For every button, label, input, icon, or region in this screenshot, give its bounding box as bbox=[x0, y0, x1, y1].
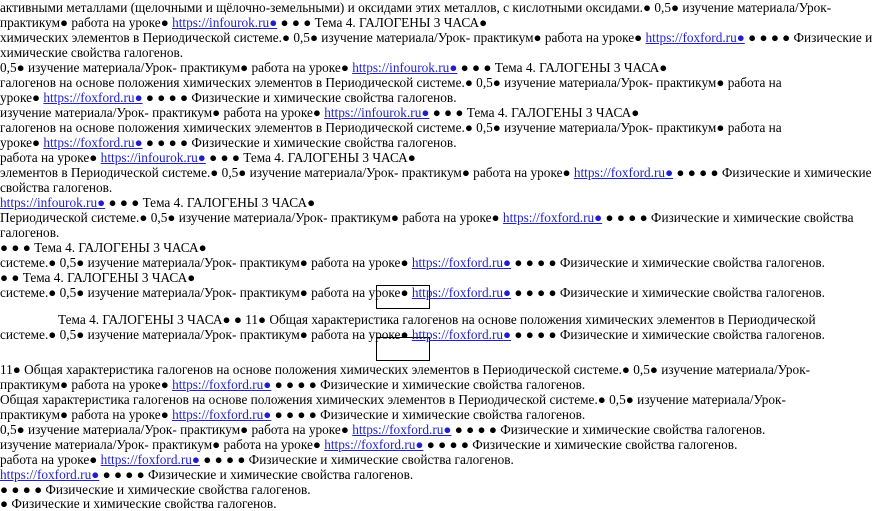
text-line: ● ● Тема 4. ГАЛОГЕНЫ 3 ЧАСА● bbox=[0, 270, 196, 285]
text-line: свойства галогенов. bbox=[0, 180, 113, 195]
url-link[interactable]: https://foxford.ru● bbox=[100, 452, 200, 467]
text-line: галогенов на основе положения химических элементов в Периодической системе.● 0,5● изучение материала/Урок- практикум● работа на bbox=[0, 120, 782, 135]
text-line: уроке● https://foxford.ru● ● ● ● ● Физические и химические свойства галогенов. bbox=[0, 135, 457, 150]
url-link[interactable]: https://foxford.ru● bbox=[411, 327, 512, 342]
text-line: практикум● работа на уроке● https://foxford.ru● ● ● ● ● Физические и химические свойства галогенов. bbox=[0, 377, 586, 392]
url-link[interactable]: https://infourok.ru● bbox=[172, 15, 278, 30]
text-line: практикум● работа на уроке● https://foxford.ru● ● ● ● ● Физические и химические свойства галогенов. bbox=[0, 407, 586, 422]
text-line: ● ● ● Тема 4. ГАЛОГЕНЫ 3 ЧАСА● bbox=[0, 240, 207, 255]
text-line: https://infourok.ru● ● ● ● Тема 4. ГАЛОГЕНЫ 3 ЧАСА● bbox=[0, 195, 316, 210]
text-line: Периодической системе.● 0,5● изучение материала/Урок- практикум● работа на уроке● https://foxford.ru● ● ● ● ● Физические и химические свойства bbox=[0, 210, 854, 225]
url-link[interactable]: https://foxford.ru● bbox=[43, 135, 143, 150]
text-line: 0,5● изучение материала/Урок- практикум● работа на уроке● https://foxford.ru● ● ● ● ● Физические и химические свойства галогенов. bbox=[0, 422, 766, 437]
text-line: 11● Общая характеристика галогенов на основе положения химических элементов в Периодической системе.● 0,5● изучение материала/Урок- bbox=[0, 362, 811, 377]
text-line: ● ● ● ● Физические и химические свойства галогенов. bbox=[0, 482, 311, 497]
text-line: Тема 4. ГАЛОГЕНЫ 3 ЧАСА● ● 11● Общая характеристика галогенов на основе положения химических элементов в Периодической bbox=[58, 312, 816, 327]
text-line: галогенов на основе положения химических элементов в Периодической системе.● 0,5● изучение материала/Урок- практикум● работа на bbox=[0, 75, 782, 90]
url-link[interactable]: https://infourok.ru● bbox=[0, 195, 106, 210]
text-line: 0,5● изучение материала/Урок- практикум● работа на уроке● https://infourok.ru● ● ● ● Тема 4. ГАЛОГЕНЫ 3 ЧАСА● bbox=[0, 60, 668, 75]
url-link[interactable]: https://foxford.ru● bbox=[43, 90, 143, 105]
text-line: химические свойства галогенов. bbox=[0, 45, 184, 60]
text-line: ● Физические и химические свойства галогенов. bbox=[0, 496, 277, 511]
text-line: системе.● 0,5● изучение материала/Урок- практикум● работа на уроке● https://foxford.ru● ● ● ● ● Физические и химические свойства галогенов. bbox=[0, 327, 825, 342]
url-link[interactable]: https://foxford.ru● bbox=[172, 377, 272, 392]
text-line: работа на уроке● https://foxford.ru● ● ● ● ● Физические и химические свойства галогенов. bbox=[0, 452, 514, 467]
text-line: уроке● https://foxford.ru● ● ● ● ● Физические и химические свойства галогенов. bbox=[0, 90, 457, 105]
url-link[interactable]: https://foxford.ru● bbox=[411, 285, 512, 300]
url-link[interactable]: https://infourok.ru● bbox=[352, 60, 458, 75]
url-link[interactable]: https://foxford.ru● bbox=[324, 437, 424, 452]
text-line: работа на уроке● https://infourok.ru● ● ● ● Тема 4. ГАЛОГЕНЫ 3 ЧАСА● bbox=[0, 150, 416, 165]
url-link[interactable]: https://foxford.ru● bbox=[172, 407, 272, 422]
url-link[interactable]: https://foxford.ru● bbox=[352, 422, 452, 437]
text-line: https://foxford.ru● ● ● ● ● Физические и химические свойства галогенов. bbox=[0, 467, 414, 482]
text-line: практикум● работа на уроке● https://infourok.ru● ● ● ● Тема 4. ГАЛОГЕНЫ 3 ЧАСА● bbox=[0, 15, 488, 30]
text-line: изучение материала/Урок- практикум● работа на уроке● https://infourok.ru● ● ● ● Тема 4. ГАЛОГЕНЫ 3 ЧАСА● bbox=[0, 105, 640, 120]
url-link[interactable]: https://foxford.ru● bbox=[502, 210, 603, 225]
text-line: изучение материала/Урок- практикум● работа на уроке● https://foxford.ru● ● ● ● ● Физические и химические свойства галогенов. bbox=[0, 437, 738, 452]
text-line: системе.● 0,5● изучение материала/Урок- практикум● работа на уроке● https://foxford.ru● ● ● ● ● Физические и химические свойства галогенов. bbox=[0, 285, 825, 300]
text-line: элементов в Периодической системе.● 0,5● изучение материала/Урок- практикум● работа на уроке● https://foxford.ru● ● ● ● ● Физические и химические bbox=[0, 165, 872, 180]
url-link[interactable]: https://foxford.ru● bbox=[411, 255, 512, 270]
text-line: Общая характеристика галогенов на основе положения химических элементов в Периодической системе.● 0,5● изучение материала/Урок- bbox=[0, 392, 786, 407]
text-line: системе.● 0,5● изучение материала/Урок- практикум● работа на уроке● https://foxford.ru● ● ● ● ● Физические и химические свойства галогенов. bbox=[0, 255, 825, 270]
url-link[interactable]: https://foxford.ru● bbox=[645, 30, 745, 45]
url-link[interactable]: https://foxford.ru● bbox=[0, 467, 100, 482]
text-line: химических элементов в Периодической системе.● 0,5● изучение материала/Урок- практикум● работа на уроке● https://foxford.ru● ● ● ● ● Физические и bbox=[0, 30, 872, 45]
url-link[interactable]: https://foxford.ru● bbox=[573, 165, 674, 180]
url-link[interactable]: https://infourok.ru● bbox=[100, 150, 206, 165]
text-line: галогенов. bbox=[0, 225, 60, 240]
url-link[interactable]: https://infourok.ru● bbox=[324, 105, 430, 120]
text-line: активными металлами (щелочными и щёлочно-земельными) и оксидами этих металлов, с кислотными оксидами.● 0,5● изучение материала/Урок- bbox=[0, 0, 832, 15]
